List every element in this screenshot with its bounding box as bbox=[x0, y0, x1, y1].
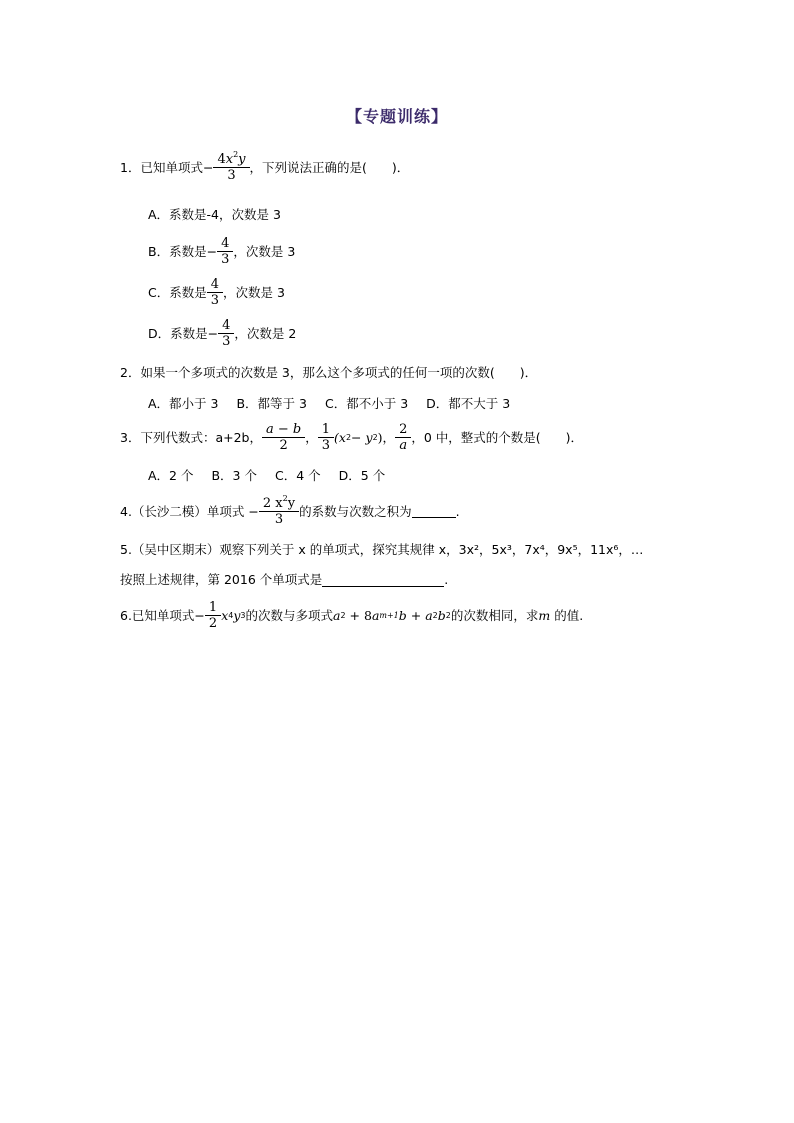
q1-option-d bbox=[148, 318, 296, 349]
q1-option-c-num: 4 bbox=[210, 277, 220, 292]
q6-b1: b bbox=[398, 607, 407, 623]
q1-option-b-fraction bbox=[219, 236, 231, 267]
q2-option-c: C．都不小于 3 bbox=[325, 396, 409, 411]
q6-m: m bbox=[538, 607, 551, 623]
q1-option-b-pre: B．系数是− bbox=[148, 243, 218, 259]
q4-num-exp: 2 bbox=[282, 494, 288, 503]
q4-answer-blank[interactable] bbox=[412, 505, 456, 518]
q2-options bbox=[148, 396, 528, 412]
q2-text: 2．如果一个多项式的次数是 3，那么这个多项式的任何一项的次数( )． bbox=[120, 365, 538, 380]
q4-prefix: 4.（长沙二模）单项式 − bbox=[120, 503, 259, 519]
question-2 bbox=[120, 365, 537, 381]
q1-option-c-den: 3 bbox=[207, 292, 223, 308]
q4-end: . bbox=[455, 503, 460, 519]
q1-option-d-den: 3 bbox=[218, 333, 234, 349]
q1-option-d-pre: D．系数是− bbox=[148, 325, 219, 341]
q1-option-b-num: 4 bbox=[221, 236, 230, 251]
q3-option-b: B．3 个 bbox=[211, 468, 257, 483]
question-5-line-1 bbox=[120, 542, 643, 558]
q3-fraction-3 bbox=[397, 422, 409, 453]
q1-option-a bbox=[148, 207, 281, 223]
q6-b2: b bbox=[437, 607, 446, 623]
question-3: 3．下列代数式：a+2b， $\frac{a - b}{2}$ ， $\frac{1}{3}$ (x 2 − y 2 ) ， $\frac{2}{a}$ ，0 中，整式的个数是( )． bbox=[120, 422, 584, 453]
q3-f2-num: 1 bbox=[321, 422, 331, 437]
q2-option-d: D．都不大于 3 bbox=[426, 396, 511, 411]
q3-options bbox=[148, 468, 403, 484]
q3-suffix: ，0 中，整式的个数是( )． bbox=[411, 429, 584, 445]
q6-a2: a bbox=[371, 607, 380, 623]
question-6: 6.已知单项式− $\frac{1}{2}$ x 4 y 3 的次数与多项式 a 2 + 8 a m+1 b + a 2 b 2 的次数相同，求 m 的值. bbox=[120, 600, 584, 631]
q3-f1-num: a − b bbox=[265, 422, 302, 437]
q6-a3: a bbox=[425, 607, 433, 623]
page-title: 【专题训练】 bbox=[345, 107, 448, 126]
q3-f2-close: ) bbox=[377, 429, 383, 445]
q3-option-a: A．2 个 bbox=[148, 468, 194, 483]
q1-option-b bbox=[148, 236, 295, 267]
question-5-line-2 bbox=[120, 572, 448, 588]
q4-num-var: y bbox=[287, 496, 296, 511]
q1-option-c-suf: ，次数是 3 bbox=[223, 284, 285, 300]
q3-fraction-2 bbox=[320, 422, 332, 453]
q3-sep1: ， bbox=[305, 429, 318, 445]
q1-num-exp: 2 bbox=[233, 150, 239, 159]
q3-option-d: D．5 个 bbox=[338, 468, 386, 483]
q1-prefix: 1．已知单项式− bbox=[120, 159, 214, 175]
q4-fraction bbox=[261, 496, 297, 527]
q1-num-var2: y bbox=[238, 152, 246, 167]
question-4 bbox=[120, 496, 460, 527]
q3-f3-den: a bbox=[395, 437, 411, 453]
q6-prefix: 6.已知单项式− bbox=[120, 607, 205, 623]
q2-option-a: A．都小于 3 bbox=[148, 396, 219, 411]
q6-f-num: 1 bbox=[208, 600, 218, 615]
q1-option-c-fraction bbox=[209, 277, 221, 308]
q1-option-b-suf: ，次数是 3 bbox=[233, 243, 296, 259]
q3-prefix: 3．下列代数式：a+2b， bbox=[120, 429, 262, 445]
q4-num-coef: 2 x bbox=[262, 496, 283, 511]
q6-a1: a bbox=[333, 607, 341, 623]
q1-option-b-den: 3 bbox=[217, 251, 233, 267]
q6-y: y bbox=[233, 607, 241, 623]
q6-mid: 的次数与多项式 bbox=[245, 607, 334, 623]
q6-tail: 的次数相同，求 bbox=[450, 607, 539, 623]
q1-den: 3 bbox=[213, 167, 249, 183]
q3-option-c: C．4 个 bbox=[275, 468, 321, 483]
q4-den: 3 bbox=[259, 511, 299, 527]
q6-plus2: + bbox=[406, 607, 426, 623]
q5-answer-blank[interactable] bbox=[322, 574, 444, 587]
q1-suffix: ，下列说法正确的是( )． bbox=[249, 159, 410, 175]
question-1 bbox=[120, 152, 409, 183]
q3-f2-tail: (x bbox=[334, 429, 346, 445]
q1-num-var1: x bbox=[225, 152, 234, 167]
q1-option-d-num: 4 bbox=[222, 318, 231, 333]
q5-line1: 5.（吴中区期末）观察下列关于 x 的单项式，探究其规律 x，3x²，5x³，7x⁴，9x⁵，11x⁶，… bbox=[120, 542, 644, 557]
q3-f2-mid: − y bbox=[351, 429, 373, 445]
q4-suffix: 的系数与次数之积为 bbox=[299, 503, 412, 519]
q1-option-c bbox=[148, 277, 285, 308]
q2-option-b: B．都等于 3 bbox=[236, 396, 307, 411]
q1-option-d-suf: ，次数是 2 bbox=[234, 325, 297, 341]
q6-x: x bbox=[221, 607, 229, 623]
q3-f3-num: 2 bbox=[399, 422, 408, 437]
q5-end: . bbox=[444, 572, 449, 587]
q1-fraction bbox=[215, 152, 247, 183]
q6-f-den: 2 bbox=[205, 615, 221, 631]
q3-f2-den: 3 bbox=[318, 437, 334, 453]
q3-fraction-1 bbox=[264, 422, 303, 453]
q1-option-a-text: A．系数是-4，次数是 3 bbox=[148, 207, 281, 222]
q6-plus1: + 8 bbox=[345, 607, 372, 623]
q3-sep2: ， bbox=[382, 429, 396, 445]
q6-end: 的值. bbox=[550, 607, 584, 623]
q6-fraction bbox=[207, 600, 219, 631]
q1-num-coef: 4 bbox=[217, 152, 226, 167]
q5-line2: 按照上述规律，第 2016 个单项式是 bbox=[120, 572, 323, 587]
q1-option-c-pre: C．系数是 bbox=[148, 284, 207, 300]
q1-option-d-fraction bbox=[220, 318, 232, 349]
q3-f1-den: 2 bbox=[262, 437, 305, 453]
